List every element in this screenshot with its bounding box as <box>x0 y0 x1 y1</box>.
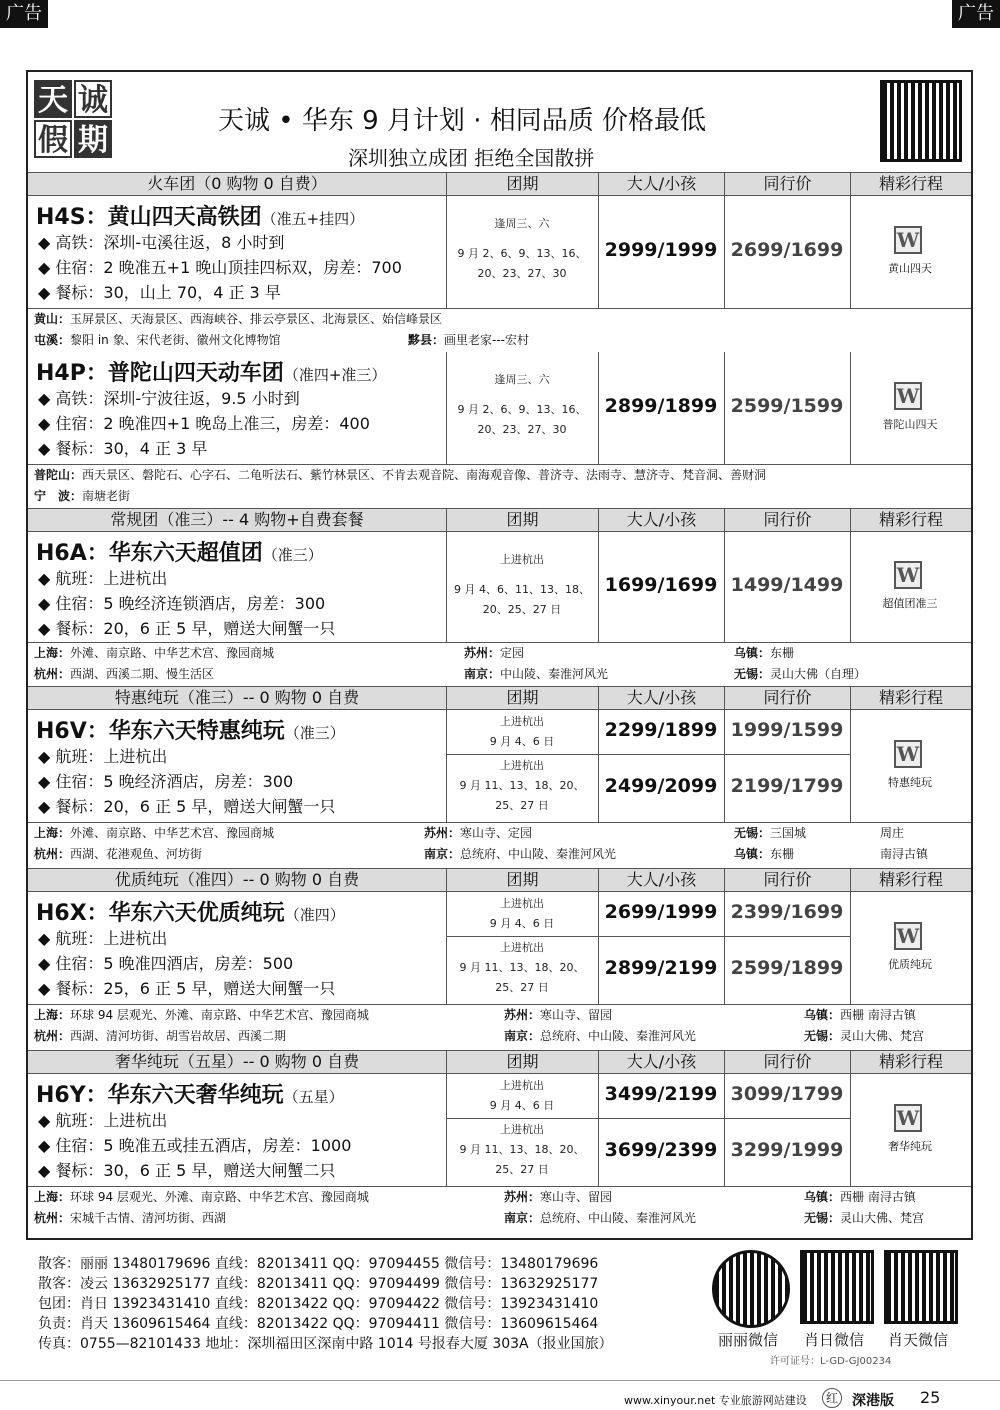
itinerary-label[interactable]: 普陀山四天 <box>882 418 938 431</box>
section-title: 奢华纯玩（五星）-- 0 购物 0 自费 <box>114 1052 360 1071</box>
adult-child-price: 2999/1999 <box>604 239 718 261</box>
adult-child-price: 2899/1899 <box>604 395 718 417</box>
contact-line: 传真：0755—82101433 地址：深圳福田区深南中路 1014 号报春大厦 303A（报业国旅） <box>38 1336 613 1352</box>
trade-price: 1499/1499 <box>730 574 844 596</box>
spot-attractions: 画里老家---宏村 <box>444 333 530 347</box>
itinerary-doc-icon[interactable]: W <box>894 226 922 254</box>
tour-bullet: ◆ 住宿：5 晚经济连锁酒店，房差：300 <box>38 594 326 613</box>
spot-attractions: 总统府、中山陵、秦淮河风光 <box>540 1211 697 1225</box>
adult-child-price: 2499/2099 <box>604 775 718 797</box>
adult-child-price: 3699/2399 <box>604 1139 718 1161</box>
spot-line <box>734 844 794 865</box>
spot-attractions: 寒山寺、留园 <box>540 1190 613 1204</box>
departure-dates: 9 月 2、6、9、13、16、20、23、27、30 <box>457 247 587 280</box>
trade-price: 2599/1899 <box>730 957 844 979</box>
tour-bullet: ◆ 餐标：30，6 正 5 早，赠送大闸蟹二只 <box>38 1161 336 1180</box>
spot-city: 无锡： <box>804 1029 841 1043</box>
departure-dates: 9 月 4、6、11、13、18、20、25、27 日 <box>454 583 590 616</box>
spot-city: 乌镇： <box>734 847 771 861</box>
trade-price: 3099/1799 <box>730 1083 844 1105</box>
tour-bullet: ◆ 航班：上进杭出 <box>38 569 168 588</box>
edition-label: 深港版 <box>852 1393 894 1409</box>
spot-line <box>734 643 794 664</box>
column-divider <box>446 532 447 642</box>
column-divider <box>850 892 851 1004</box>
column-header-trade: 同行价 <box>724 687 850 709</box>
spot-line <box>804 1208 924 1229</box>
wechat-qr-lili <box>712 1250 790 1328</box>
tour-bullet: ◆ 高铁：深圳-屯溪往返，8 小时到 <box>38 233 285 252</box>
section-header <box>28 1050 971 1074</box>
page-subtitle: 深圳独立成团 拒绝全国散拼 <box>348 146 595 170</box>
adult-child-price: 2899/2199 <box>604 957 718 979</box>
spot-city: 苏州： <box>504 1190 541 1204</box>
section-title: 特惠纯玩（准三）-- 0 购物 0 自费 <box>114 688 360 707</box>
spot-city: 杭州： <box>34 1029 71 1043</box>
spot-city: 屯溪： <box>34 333 71 347</box>
column-header-price: 大人/小孩 <box>598 173 724 195</box>
spot-line <box>34 1005 369 1026</box>
spot-city: 无锡： <box>734 826 771 840</box>
itinerary-doc-icon[interactable]: W <box>894 1104 922 1132</box>
tour-code <box>36 200 364 231</box>
spot-attractions: 西湖、花港观鱼、河坊街 <box>70 847 203 861</box>
tour-name: H4P：普陀山四天动车团 <box>36 361 284 386</box>
spot-attractions: 寒山寺、留园 <box>540 1008 613 1022</box>
spot-city: 南京： <box>464 667 501 681</box>
adult-child-price: 3499/2199 <box>604 1083 718 1105</box>
trade-price: 2699/1699 <box>730 239 844 261</box>
spot-line <box>464 643 524 664</box>
column-header-dates: 团期 <box>446 1051 598 1073</box>
wechat-label: 肖日微信 <box>804 1331 865 1349</box>
spot-attractions: 南浔古镇 <box>880 847 929 861</box>
tour-grade: （准四） <box>284 906 345 924</box>
spot-line <box>424 844 616 865</box>
column-header-price: 大人/小孩 <box>598 509 724 531</box>
tour-bullet: ◆ 航班：上进杭出 <box>38 929 168 948</box>
contact-line: 散客：凌云 13632925177 直线：82013411 QQ：97094499 微信号：13632925177 <box>38 1276 599 1292</box>
spot-city: 南京： <box>424 847 461 861</box>
spot-line <box>34 844 202 865</box>
spot-city: 黟县： <box>408 333 445 347</box>
section-header <box>28 172 971 196</box>
column-divider <box>850 1074 851 1186</box>
spot-city: 乌镇： <box>734 646 771 660</box>
departure-rule: 上进杭出 <box>500 1123 544 1136</box>
logo-char: 天 <box>34 80 72 118</box>
departure-dates: 9 月 11、13、18、20、25、27 日 <box>459 961 585 994</box>
spot-line <box>34 1026 286 1047</box>
wechat-qr-xiaori <box>800 1250 874 1324</box>
spot-city: 南京： <box>504 1029 541 1043</box>
spot-line <box>34 486 130 507</box>
license-number: 许可证号：L-GD-GJ00234 <box>770 1356 892 1367</box>
column-header-itin: 精彩行程 <box>850 687 971 709</box>
spot-attractions: 东栅 <box>770 847 795 861</box>
spot-attractions: 寒山寺、定园 <box>460 826 533 840</box>
itinerary-doc-icon[interactable]: W <box>894 382 922 410</box>
column-header-dates: 团期 <box>446 173 598 195</box>
spot-line <box>424 823 532 844</box>
tour-bullet: ◆ 航班：上进杭出 <box>38 1111 168 1130</box>
spot-line <box>34 643 274 664</box>
trade-price: 1999/1599 <box>730 719 844 741</box>
column-divider <box>850 710 851 822</box>
column-header-trade: 同行价 <box>724 869 850 891</box>
spot-attractions: 环球 94 层观光、外滩、南京路、中华艺术宫、豫园商城 <box>70 1008 369 1022</box>
spot-city: 上海： <box>34 1008 71 1022</box>
spot-city: 上海： <box>34 1190 71 1204</box>
departure-rule: 上进杭出 <box>500 941 544 954</box>
departure-rule: 逢周三、六 <box>494 373 550 386</box>
spot-line <box>34 330 281 351</box>
column-header-trade: 同行价 <box>724 1051 850 1073</box>
spot-line <box>34 1187 369 1208</box>
column-header-dates: 团期 <box>446 869 598 891</box>
departure-dates: 9 月 2、6、9、13、16、20、23、27、30 <box>457 403 587 436</box>
spot-attractions: 灵山大佛、梵宫 <box>840 1029 925 1043</box>
tour-name: H4S：黄山四天高铁团 <box>36 205 262 230</box>
spot-attractions: 南塘老街 <box>82 489 131 503</box>
page-number: 25 <box>920 1388 941 1407</box>
tour-bullet: ◆ 住宿：5 晚准四酒店，房差：500 <box>38 954 294 973</box>
spot-line <box>804 1005 916 1026</box>
spot-line <box>34 309 442 330</box>
itinerary-doc-icon[interactable]: W <box>894 922 922 950</box>
section-header <box>28 508 971 532</box>
spot-line <box>504 1026 696 1047</box>
spot-city: 苏州： <box>464 646 501 660</box>
section-title: 优质纯玩（准四）-- 0 购物 0 自费 <box>114 870 360 889</box>
logo-char: 期 <box>74 120 112 158</box>
section-title: 火车团（0 购物 0 自费） <box>147 174 327 193</box>
departure-rule: 上进杭出 <box>500 897 544 910</box>
row-divider <box>446 1118 850 1119</box>
spot-city: 上海： <box>34 826 71 840</box>
spot-attractions: 灵山大佛、梵宫 <box>840 1211 925 1225</box>
tour-bullet: ◆ 住宿：5 晚准五或挂五酒店，房差：1000 <box>38 1136 352 1155</box>
tour-bullet: ◆ 住宿：2 晚准四+1 晚岛上准三，房差：400 <box>38 414 370 433</box>
ad-label-right: 广告 <box>952 0 1000 28</box>
logo-char: 诚 <box>74 80 112 118</box>
tour-code <box>36 536 323 567</box>
schedule-frame <box>26 70 973 1240</box>
tour-bullet: ◆ 餐标：30，山上 70，4 正 3 早 <box>38 283 281 302</box>
column-divider <box>446 1074 447 1186</box>
column-header-dates: 团期 <box>446 687 598 709</box>
spot-line <box>504 1005 612 1026</box>
tour-bullet: ◆ 住宿：5 晚经济酒店，房差：300 <box>38 772 294 791</box>
column-divider <box>446 710 447 822</box>
itinerary-label[interactable]: 黄山四天 <box>888 262 932 275</box>
spot-line <box>34 664 214 685</box>
spot-attractions: 灵山大佛（自理） <box>770 667 867 681</box>
spot-city: 杭州： <box>34 1211 71 1225</box>
spot-attractions: 玉屏景区、天海景区、西海峡谷、排云亭景区、北海景区、始信峰景区 <box>70 312 443 326</box>
trade-price: 3299/1999 <box>730 1139 844 1161</box>
spot-attractions: 西栅 南浔古镇 <box>840 1190 916 1204</box>
spot-attractions: 西湖、清河坊街、胡雪岩故居、西溪二期 <box>70 1029 287 1043</box>
magazine-logo: 红 <box>822 1388 842 1408</box>
column-divider <box>446 352 447 464</box>
tour-bullet: ◆ 餐标：25，6 正 5 早，赠送大闸蟹一只 <box>38 979 336 998</box>
spot-line <box>34 1208 226 1229</box>
spot-attractions: 外滩、南京路、中华艺术宫、豫园商城 <box>70 646 275 660</box>
column-header-price: 大人/小孩 <box>598 869 724 891</box>
ad-label-left: 广告 <box>0 0 48 28</box>
wechat-qr-xiaotian <box>884 1250 958 1324</box>
spot-city: 杭州： <box>34 667 71 681</box>
column-divider <box>850 196 851 308</box>
tour-bullet: ◆ 餐标：30，4 正 3 早 <box>38 439 208 458</box>
spot-attractions: 西天景区、磐陀石、心字石、二龟听法石、紫竹林景区、不肯去观音院、南海观音像、普济寺、法雨寺、慧济寺、梵音洞、善财洞 <box>82 468 767 482</box>
spot-attractions: 黎阳 in 象、宋代老街、徽州文化博物馆 <box>70 333 281 347</box>
column-header-trade: 同行价 <box>724 173 850 195</box>
adult-child-price: 2699/1999 <box>604 901 718 923</box>
tour-grade: （准五+挂四） <box>261 210 365 228</box>
wechat-label: 丽丽微信 <box>718 1331 779 1349</box>
column-header-itin: 精彩行程 <box>850 869 971 891</box>
contact-block <box>38 1254 613 1354</box>
departure-dates: 9 月 11、13、18、20、25、27 日 <box>459 1143 585 1176</box>
spot-city: 无锡： <box>734 667 771 681</box>
spot-line <box>804 1026 924 1047</box>
spot-line <box>408 330 529 351</box>
spot-line <box>880 823 904 844</box>
column-divider <box>850 352 851 464</box>
itinerary-label[interactable]: 超值团准三 <box>882 597 938 610</box>
departure-dates: 9 月 11、13、18、20、25、27 日 <box>459 779 585 812</box>
departure-dates: 9 月 4、6 日 <box>489 917 555 930</box>
section-header <box>28 686 971 710</box>
tour-bullet: ◆ 航班：上进杭出 <box>38 747 168 766</box>
departure-dates: 9 月 4、6 日 <box>489 735 555 748</box>
trade-price: 2399/1699 <box>730 901 844 923</box>
trade-price: 2599/1599 <box>730 395 844 417</box>
itinerary-doc-icon[interactable]: W <box>894 740 922 768</box>
spot-line <box>504 1208 696 1229</box>
tour-bullet: ◆ 餐标：20，6 正 5 早，赠送大闸蟹一只 <box>38 619 336 638</box>
column-header-dates: 团期 <box>446 509 598 531</box>
tour-grade: （准三） <box>262 546 323 564</box>
spot-line <box>34 823 274 844</box>
column-header-itin: 精彩行程 <box>850 1051 971 1073</box>
wechat-label: 肖天微信 <box>888 1331 949 1349</box>
tour-code <box>36 356 386 387</box>
column-divider <box>446 196 447 308</box>
tour-name: H6X：华东六天优质纯玩 <box>36 901 285 926</box>
spot-line <box>464 664 608 685</box>
column-header-price: 大人/小孩 <box>598 1051 724 1073</box>
spot-city: 南京： <box>504 1211 541 1225</box>
row-divider <box>446 936 850 937</box>
departure-rule: 逢周三、六 <box>494 217 550 230</box>
bottom-divider <box>0 1380 1000 1381</box>
departure-rule: 上进杭出 <box>500 715 544 728</box>
spot-city: 乌镇： <box>804 1190 841 1204</box>
column-header-itin: 精彩行程 <box>850 509 971 531</box>
column-divider <box>850 532 851 642</box>
spot-line <box>804 1187 916 1208</box>
spot-attractions: 宋城千古情、清河坊街、西湖 <box>70 1211 227 1225</box>
spot-attractions: 环球 94 层观光、外滩、南京路、中华艺术宫、豫园商城 <box>70 1190 369 1204</box>
website-text: www.xinyour.net 专业旅游网站建设 <box>624 1394 807 1407</box>
section-title: 常规团（准三）-- 4 购物+自费套餐 <box>110 510 364 529</box>
spot-city: 上海： <box>34 646 71 660</box>
spot-attractions: 中山陵、秦淮河风光 <box>500 667 609 681</box>
spot-city: 黄山： <box>34 312 71 326</box>
contact-line: 负责：肖天 13609615464 直线：82013422 QQ：97094411 微信号：13609615464 <box>38 1316 599 1332</box>
spot-line <box>734 823 806 844</box>
section-header <box>28 868 971 892</box>
spot-attractions: 总统府、中山陵、秦淮河风光 <box>460 847 617 861</box>
column-header-itin: 精彩行程 <box>850 173 971 195</box>
departure-dates: 9 月 4、6 日 <box>489 1099 555 1112</box>
column-header-price: 大人/小孩 <box>598 687 724 709</box>
spot-line <box>880 844 928 865</box>
spot-line <box>504 1187 612 1208</box>
tour-code <box>36 896 345 927</box>
tour-name: H6V：华东六天特惠纯玩 <box>36 719 285 744</box>
itinerary-doc-icon[interactable]: W <box>894 561 922 589</box>
spot-city: 普陀山： <box>34 468 83 482</box>
logo-char: 假 <box>34 120 72 158</box>
trade-price: 2199/1799 <box>730 775 844 797</box>
row-divider <box>446 754 850 755</box>
departure-rule: 上进杭出 <box>500 1079 544 1092</box>
itinerary-label[interactable]: 优质纯玩 <box>888 958 932 971</box>
tour-bullet: ◆ 餐标：20，6 正 5 早，赠送大闸蟹一只 <box>38 797 336 816</box>
spot-line <box>734 664 866 685</box>
tour-code <box>36 1078 344 1109</box>
spot-attractions: 西湖、西溪二期、慢生活区 <box>70 667 215 681</box>
contact-line: 包团：肖日 13923431410 直线：82013422 QQ：97094422 微信号：13923431410 <box>38 1296 599 1312</box>
contact-line: 散客：丽丽 13480179696 直线：82013411 QQ：97094455 微信号：13480179696 <box>38 1256 599 1272</box>
departure-rule: 上进杭出 <box>500 759 544 772</box>
page-title: 天诚 • 华东 9 月计划 · 相同品质 价格最低 <box>218 106 706 136</box>
spot-attractions: 定园 <box>500 646 525 660</box>
tour-grade: （五星） <box>283 1088 344 1106</box>
spot-city: 宁 波： <box>34 489 83 503</box>
tour-name: H6Y：华东六天奢华纯玩 <box>36 1083 284 1108</box>
spot-city: 乌镇： <box>804 1008 841 1022</box>
spot-city: 无锡： <box>804 1211 841 1225</box>
spot-city: 苏州： <box>504 1008 541 1022</box>
spot-attractions: 总统府、中山陵、秦淮河风光 <box>540 1029 697 1043</box>
spot-city: 苏州： <box>424 826 461 840</box>
spot-line <box>34 465 766 486</box>
column-header-trade: 同行价 <box>724 509 850 531</box>
tour-grade: （准四+准三） <box>283 366 387 384</box>
tour-bullet: ◆ 住宿：2 晚准五+1 晚山顶挂四标双，房差：700 <box>38 258 402 277</box>
spot-attractions: 周庄 <box>880 826 905 840</box>
tour-grade: （准三） <box>284 724 345 742</box>
spot-attractions: 西栅 南浔古镇 <box>840 1008 916 1022</box>
tour-code <box>36 714 345 745</box>
itinerary-label[interactable]: 奢华纯玩 <box>888 1140 932 1153</box>
spot-attractions: 外滩、南京路、中华艺术宫、豫园商城 <box>70 826 275 840</box>
spot-city: 杭州： <box>34 847 71 861</box>
spot-attractions: 东栅 <box>770 646 795 660</box>
departure-rule: 上进杭出 <box>500 553 544 566</box>
adult-child-price: 2299/1899 <box>604 719 718 741</box>
spot-attractions: 三国城 <box>770 826 807 840</box>
itinerary-label[interactable]: 特惠纯玩 <box>888 776 932 789</box>
column-divider <box>446 892 447 1004</box>
tour-bullet: ◆ 高铁：深圳-宁波往返，9.5 小时到 <box>38 389 300 408</box>
adult-child-price: 1699/1699 <box>604 574 718 596</box>
tour-name: H6A：华东六天超值团 <box>36 541 263 566</box>
